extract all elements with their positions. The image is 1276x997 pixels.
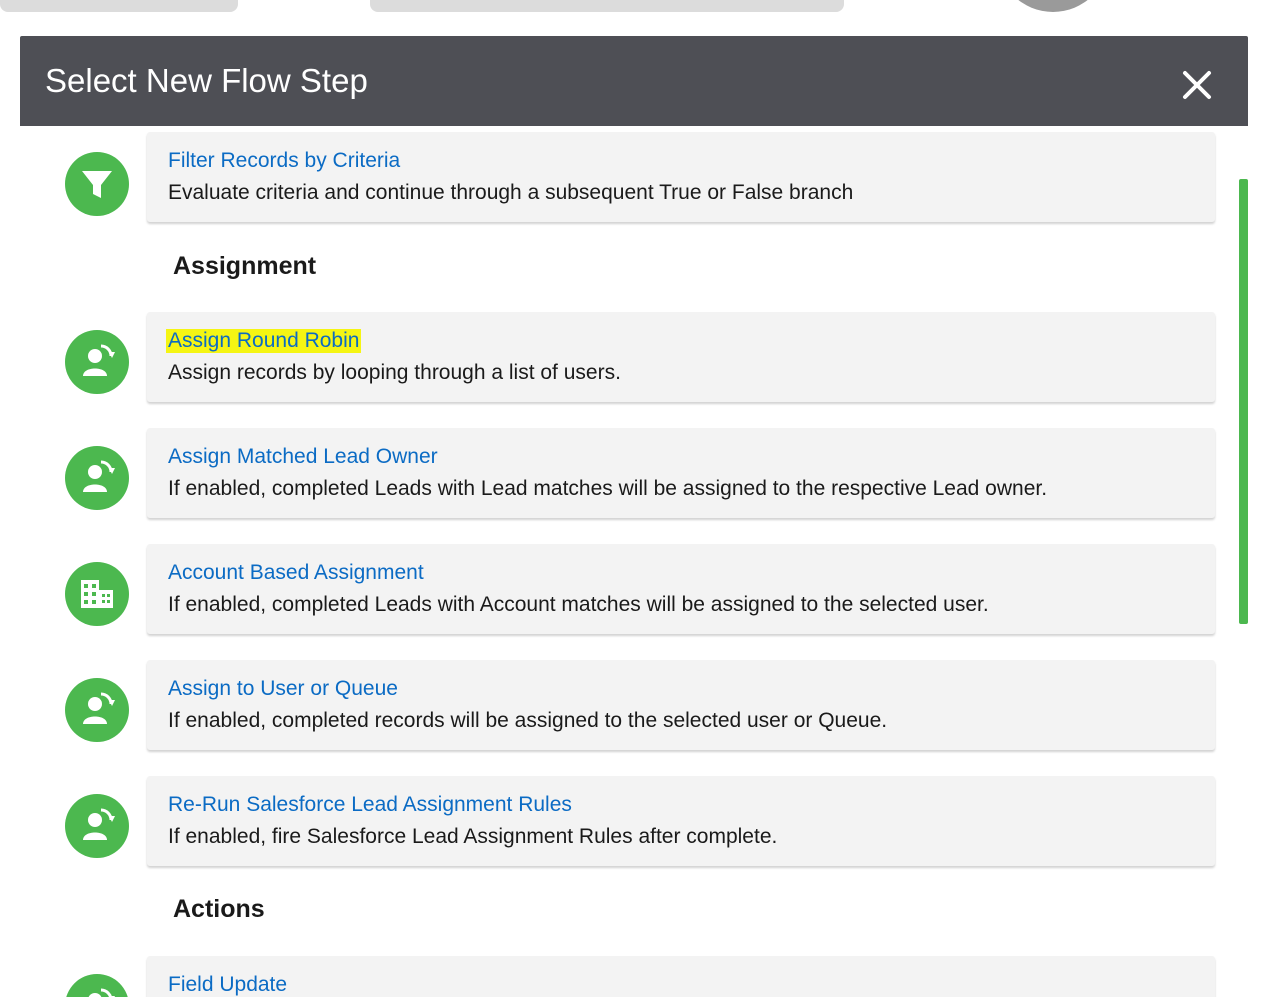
step-description: Assign records by looping through a list of users.	[168, 361, 621, 384]
section-heading-assignment: Assignment	[173, 252, 317, 280]
step-description: If enabled, completed Leads with Account matches will be assigned to the selected user.	[168, 593, 989, 616]
select-flow-step-modal	[20, 36, 1248, 997]
filter-icon	[65, 152, 129, 216]
step-card[interactable]	[147, 428, 1215, 518]
modal-header	[20, 36, 1248, 126]
background-tab	[0, 0, 238, 12]
section-heading-actions: Actions	[173, 895, 265, 923]
close-button[interactable]	[1180, 68, 1214, 102]
step-item-assign-to-user-or-queue	[20, 660, 1220, 750]
step-title[interactable]: Assign Matched Lead Owner	[168, 445, 438, 468]
step-list[interactable]	[20, 126, 1248, 997]
step-description: Evaluate criteria and continue through a subsequent True or False branch	[168, 181, 854, 204]
step-item-account-based-assignment	[20, 544, 1220, 634]
modal-title: Select New Flow Step	[45, 62, 368, 99]
background-tab	[370, 0, 844, 12]
step-title[interactable]: Filter Records by Criteria	[168, 149, 401, 172]
background-avatar	[997, 0, 1109, 12]
step-item-field-update	[20, 956, 1220, 997]
assign-user-icon	[65, 794, 129, 858]
step-title[interactable]: Field Update	[168, 973, 288, 996]
step-card[interactable]	[147, 956, 1215, 997]
building-icon	[65, 562, 129, 626]
step-card[interactable]	[147, 544, 1215, 634]
assign-user-icon	[65, 974, 129, 997]
step-item-assign-matched-lead-owner	[20, 428, 1220, 518]
step-description: If enabled, completed Leads with Lead matches will be assigned to the respective Lead owner.	[168, 477, 1048, 500]
step-title[interactable]: Assign to User or Queue	[168, 677, 398, 700]
step-card[interactable]	[147, 132, 1215, 222]
step-card[interactable]	[147, 312, 1215, 402]
step-description: If enabled, fire Salesforce Lead Assignment Rules after complete.	[168, 825, 778, 848]
assign-user-icon	[65, 330, 129, 394]
step-item-rerun-lead-assignment-rules	[20, 776, 1220, 866]
assign-user-icon	[65, 446, 129, 510]
step-title[interactable]: Account Based Assignment	[168, 561, 424, 584]
step-title[interactable]: Re-Run Salesforce Lead Assignment Rules	[168, 793, 572, 816]
step-card[interactable]	[147, 776, 1215, 866]
step-card[interactable]	[147, 660, 1215, 750]
step-description: If enabled, completed records will be assigned to the selected user or Queue.	[168, 709, 888, 732]
step-item-filter-records	[20, 132, 1220, 222]
scrollbar-thumb[interactable]	[1239, 179, 1248, 624]
assign-user-icon	[65, 678, 129, 742]
step-item-assign-round-robin	[20, 312, 1220, 402]
close-icon	[1180, 68, 1214, 102]
step-title[interactable]: Assign Round Robin	[168, 329, 360, 352]
